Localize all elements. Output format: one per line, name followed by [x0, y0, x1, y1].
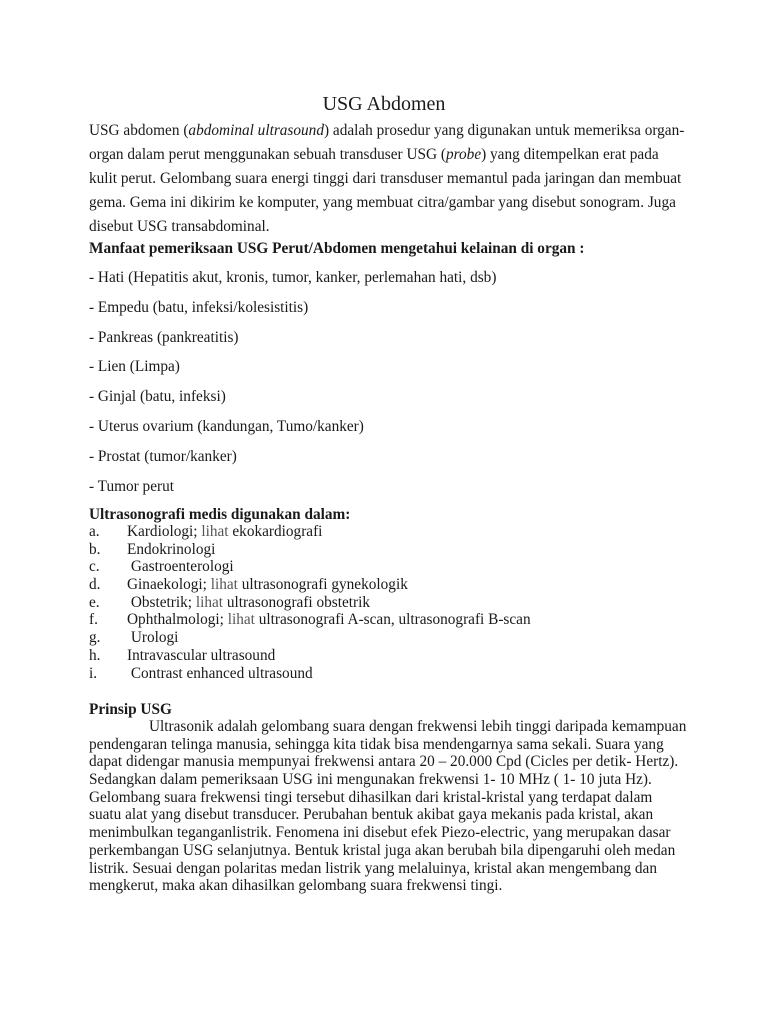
- text: organ dalam perut menggunakan sebuah transduser USG (: [89, 146, 446, 163]
- intro-line: disebut USG transabdominal.: [89, 218, 270, 235]
- lihat-text: lihat: [210, 576, 238, 594]
- prinsip-heading: Prinsip USG: [89, 701, 172, 718]
- medis-list: [89, 523, 531, 682]
- reference-text: ultrasonografi gynekologik: [241, 576, 408, 594]
- list-label: c.: [89, 558, 100, 576]
- list-item: - Empedu (batu, infeksi/kolesistitis): [89, 298, 309, 316]
- intro-line: gema. Gema ini dikirim ke komputer, yang membuat citra/gambar yang disebut sonogram. Juga: [89, 194, 676, 211]
- paragraph-line: Sedangkan dalam pemeriksaan USG ini mengunakan frekwensi 1- 10 MHz ( 1- 10 juta Hz).: [89, 771, 652, 789]
- paragraph-line: Gelombang suara frekwensi tingi tersebut dihasilkan dari kristal-kristal yang terdapat dalam: [89, 788, 653, 806]
- paragraph-line: perkembangan USG selanjutnya. Bentuk kristal juga akan berubah bila dipengaruhi oleh medan: [89, 841, 676, 859]
- italic-term: probe: [445, 146, 482, 163]
- intro-line: kulit perut. Gelombang suara energi tinggi dari transduser memantul pada jaringan dan membuat: [89, 170, 682, 187]
- text: USG abdomen (: [89, 122, 189, 139]
- reference-text: ultrasonografi obstetrik: [226, 593, 371, 611]
- intro-line: [89, 143, 684, 167]
- list-text: Urologi: [127, 629, 179, 647]
- lihat-text: lihat: [201, 523, 229, 540]
- list-item: - Tumor perut: [89, 477, 174, 495]
- list-text: Kardiologi;: [127, 523, 198, 540]
- list-label: a.: [89, 523, 100, 540]
- list-item: - Hati (Hepatitis akut, kronis, tumor, kanker, perlemahan hati, dsb): [89, 269, 497, 286]
- list-item: [89, 611, 531, 629]
- intro-line: [89, 119, 684, 143]
- list-item: [89, 594, 531, 612]
- list-label: h.: [89, 646, 101, 664]
- list-item: [89, 576, 531, 594]
- list-text: Contrast enhanced ultrasound: [127, 664, 313, 682]
- paragraph-line: pendengaran telinga manusia, sehingga kita tidak bisa mendengarnya sama sekali. Suara yang: [89, 735, 664, 753]
- list-item: - Pankreas (pankreatitis): [89, 328, 239, 346]
- list-text: Intravascular ultrasound: [127, 646, 276, 664]
- list-item: - Lien (Limpa): [89, 358, 180, 376]
- paragraph-line: mengkerut, maka akan dihasilkan gelombang suara frekwensi tingi.: [89, 877, 503, 895]
- list-label: e.: [89, 593, 100, 611]
- paragraph-line: suatu alat yang disebut transducer. Perubahan bentuk akibat gaya mekanis pada kristal, akan: [89, 806, 654, 824]
- list-item: [89, 558, 531, 576]
- manfaat-list: [89, 263, 496, 501]
- text: ) adalah prosedur yang digunakan untuk memeriksa organ-: [323, 122, 685, 139]
- list-text: Gastroenterologi: [127, 558, 234, 576]
- list-item: - Ginjal (batu, infeksi): [89, 388, 226, 406]
- list-text: Ophthalmologi;: [127, 611, 224, 629]
- list-text: Endokrinologi: [127, 540, 216, 558]
- paragraph-line: menimbulkan teganganlistrik. Fenomena ini disebut efek Piezo-electric, yang merupakan dasar: [89, 824, 671, 842]
- list-label: b.: [89, 540, 101, 558]
- list-item: [89, 523, 531, 541]
- list-item: [89, 665, 531, 683]
- list-label: g.: [89, 629, 101, 647]
- reference-text: ultrasonografi A-scan, ultrasonografi B-scan: [258, 611, 531, 629]
- list-item: [89, 647, 531, 665]
- italic-term: abdominal ultrasound: [188, 122, 324, 139]
- medis-heading: Ultrasonografi medis digunakan dalam:: [89, 506, 351, 523]
- document-title: USG Abdomen: [322, 93, 446, 115]
- list-text: Obstetrik;: [127, 593, 193, 611]
- list-item: - Uterus ovarium (kandungan, Tumo/kanker): [89, 417, 364, 435]
- list-label: d.: [89, 576, 101, 594]
- paragraph-line: dapat didengar manusia mempunyai frekwensi antara 20 – 20.000 Cpd (Cicles per detik- Hertz).: [89, 753, 679, 771]
- list-label: i.: [89, 664, 98, 682]
- intro-paragraph: [89, 119, 684, 239]
- paragraph-line: listrik. Sesuai dengan polaritas medan listrik yang melaluinya, kristal akan mengembang dan: [89, 859, 657, 877]
- list-text: Ginaekologi;: [127, 576, 207, 594]
- paragraph-line: Ultrasonik adalah gelombang suara dengan frekwensi lebih tinggi daripada kemampuan: [149, 718, 687, 735]
- text: ) yang ditempelkan erat pada: [481, 146, 659, 163]
- lihat-text: lihat: [195, 593, 224, 611]
- lihat-text: lihat: [227, 611, 255, 629]
- manfaat-heading: Manfaat pemeriksaan USG Perut/Abdomen mengetahui kelainan di organ :: [89, 240, 585, 257]
- reference-text: ekokardiografi: [232, 523, 323, 540]
- list-label: f.: [89, 611, 98, 629]
- list-item: - Prostat (tumor/kanker): [89, 447, 237, 465]
- list-item: [89, 629, 531, 647]
- prinsip-paragraph: [89, 718, 686, 895]
- list-item: [89, 541, 531, 559]
